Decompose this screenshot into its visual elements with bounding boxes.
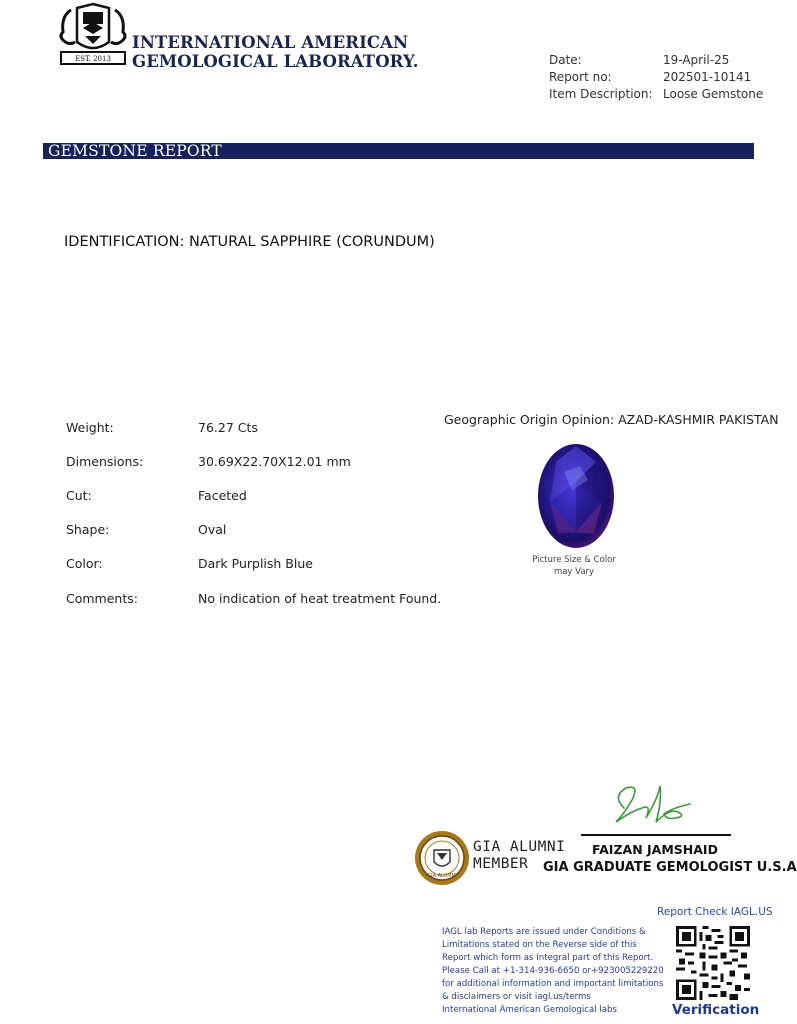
detail-value: 76.27 Cts [198, 419, 258, 435]
sapphire-gem-image [536, 442, 616, 550]
handwritten-signature [606, 778, 696, 834]
meta-row-report-no [549, 69, 763, 86]
detail-label: Color: [66, 556, 103, 572]
meta-value: 19-April-25 [663, 53, 730, 67]
disclaimer-line: IAGL lab Reports are issued under Conditions & [442, 927, 646, 937]
disclaimer-text [442, 926, 667, 1017]
verification-label: Verification [672, 1002, 760, 1018]
meta-label: Item Description: [549, 87, 653, 101]
verification-qr-code-icon[interactable] [676, 926, 750, 1000]
signatory-title: GIA GRADUATE GEMOLOGIST U.S.A [543, 860, 797, 875]
disclaimer-line: International American Gemological labs [442, 1005, 617, 1015]
meta-value: Loose Gemstone [663, 87, 764, 101]
gem-caption-line2: may Vary [553, 567, 595, 577]
identification: IDENTIFICATION: NATURAL SAPPHIRE (CORUNDUM) [64, 234, 435, 250]
detail-label: Comments: [66, 590, 138, 606]
org-name [132, 33, 419, 71]
gem-picture-caption [519, 554, 629, 578]
disclaimer-line: Limitations stated on the Reverse side of this [442, 940, 637, 950]
disclaimer-line: Please Call at +1-314-936-6650 or+923005229220 [442, 966, 664, 976]
gem-caption-line1: Picture Size & Color [532, 555, 616, 565]
gem-details [66, 410, 441, 615]
signature-line [581, 834, 731, 836]
gia-seal-text: GIA ALUMNI [427, 873, 457, 879]
geographic-origin: Geographic Origin Opinion: AZAD-KASHMIR PAKISTAN [444, 412, 779, 427]
report-check-link[interactable]: Report Check IAGL.US [657, 906, 773, 918]
detail-value: Faceted [198, 487, 247, 503]
report-meta [549, 52, 763, 103]
detail-row-shape [66, 513, 441, 547]
detail-label: Shape: [66, 522, 110, 538]
meta-value: 202501-10141 [663, 70, 752, 84]
org-name-line1: INTERNATIONAL AMERICAN [132, 33, 409, 52]
meta-label: Report no: [549, 70, 612, 84]
crest-est-text: EST. 2013 [75, 55, 111, 63]
disclaimer-line: Report which form as Integral part of this Report. [442, 953, 654, 963]
detail-row-weight [66, 410, 441, 444]
meta-row-item-description [549, 86, 763, 103]
detail-row-cut [66, 478, 441, 512]
meta-label: Date: [549, 53, 582, 67]
disclaimer-line: & disclaimers or visit iagl.us/terms [442, 992, 591, 1002]
gia-alumni-seal [414, 830, 470, 886]
detail-value: No indication of heat treatment Found. [198, 590, 442, 606]
iagl-crest-logo [55, 2, 131, 68]
detail-row-color [66, 547, 441, 581]
detail-row-comments [66, 581, 441, 615]
gia-line1: GIA ALUMNI [473, 839, 566, 855]
gia-line2: MEMBER [473, 856, 529, 872]
detail-label: Weight: [66, 419, 114, 435]
detail-label: Cut: [66, 487, 92, 503]
detail-value: Oval [198, 522, 227, 538]
detail-row-dimensions [66, 444, 441, 478]
signatory-name: FAIZAN JAMSHAID [592, 842, 718, 857]
gia-alumni-member [473, 839, 565, 873]
report-banner-title: GEMSTONE REPORT [48, 142, 222, 160]
detail-label: Dimensions: [66, 453, 144, 469]
disclaimer-line: for additional information and important limitations [442, 979, 664, 989]
org-name-line2: GEMOLOGICAL LABORATORY. [132, 52, 419, 71]
detail-value: 30.69X22.70X12.01 mm [198, 453, 351, 469]
meta-row-date [549, 52, 763, 69]
detail-value: Dark Purplish Blue [198, 556, 313, 572]
